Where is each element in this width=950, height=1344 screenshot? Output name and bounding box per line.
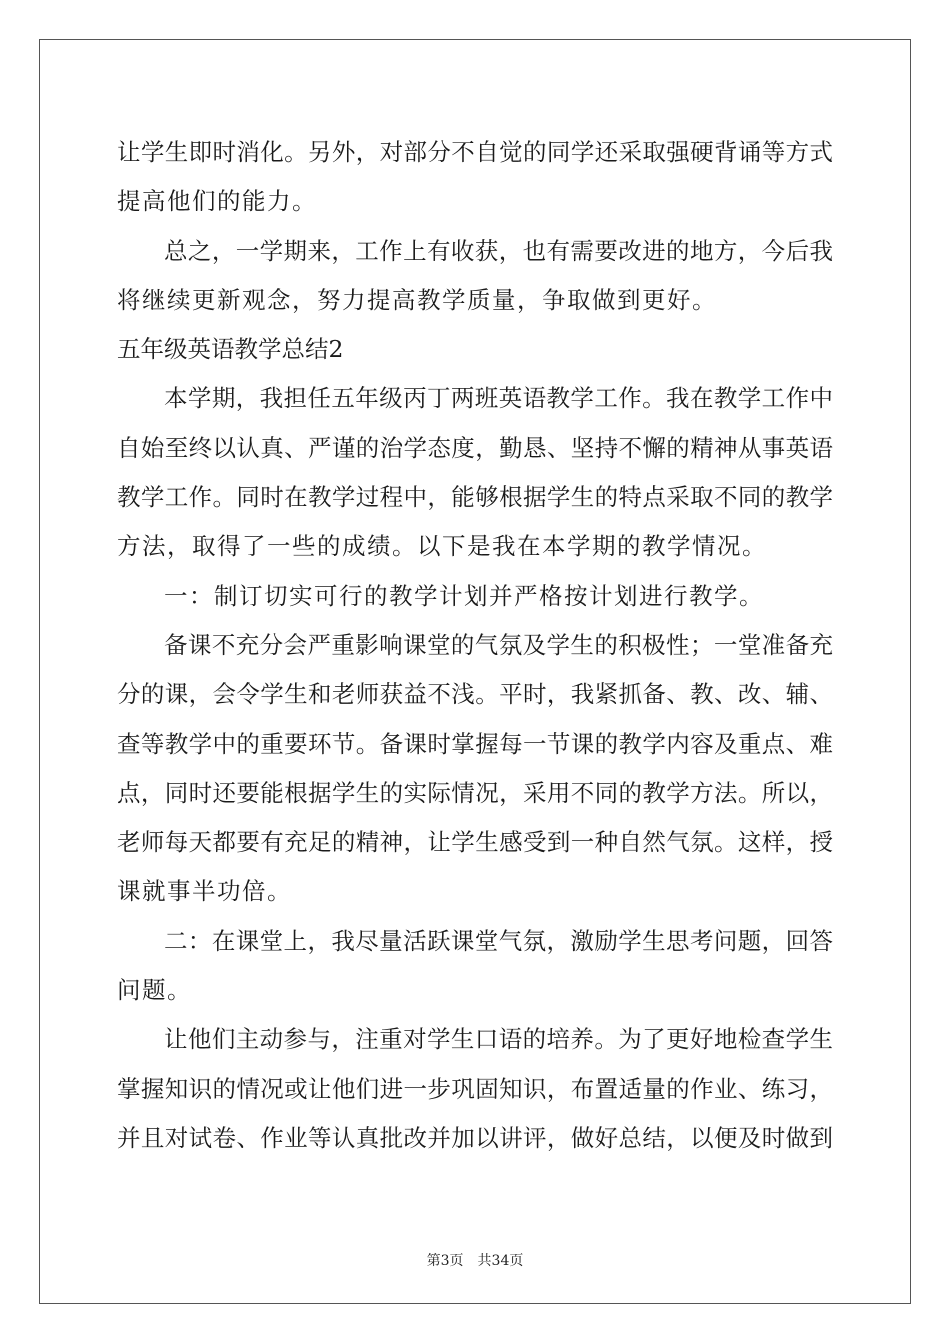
text-line: 并且对试卷、作业等认真批改并加以讲评，做好总结，以便及时做到: [117, 1123, 833, 1152]
text-line: 老师每天都要有充足的精神，让学生感受到一种自然气氛。这样，授: [117, 828, 833, 857]
text-line: 让他们主动参与，注重对学生口语的培养。为了更好地检查学生: [164, 1025, 833, 1054]
text-line: 二：在课堂上，我尽量活跃课堂气氛，激励学生思考问题，回答: [164, 926, 833, 955]
text-line: 查等教学中的重要环节。备课时掌握每一节课的教学内容及重点、难: [117, 729, 833, 758]
page-footer: [0, 1250, 950, 1270]
page-total: 共34页: [477, 1253, 524, 1269]
text-line: 点，同时还要能根据学生的实际情况，采用不同的教学方法。所以，: [117, 778, 833, 807]
text-line: 掌握知识的情况或让他们进一步巩固知识，布置适量的作业、练习，: [117, 1074, 833, 1103]
text-line: 备课不充分会严重影响课堂的气氛及学生的积极性；一堂准备充: [164, 630, 833, 659]
text-line: 本学期，我担任五年级丙丁两班英语教学工作。我在教学工作中: [164, 384, 833, 413]
text-line: 让学生即时消化。另外，对部分不自觉的同学还采取强硬背诵等方式: [117, 138, 833, 166]
text-line: 问题。: [117, 976, 192, 1005]
text-line: 自始至终以认真、严谨的治学态度，勤恳、坚持不懈的精神从事英语: [117, 433, 833, 462]
text-line: 一：制订切实可行的教学计划并严格按计划进行教学。: [164, 581, 764, 610]
text-line: 方法，取得了一些的成绩。以下是我在本学期的教学情况。: [117, 532, 767, 561]
text-line: 教学工作。同时在教学过程中，能够根据学生的特点采取不同的教学: [117, 483, 833, 512]
text-line: 课就事半功倍。: [117, 877, 292, 906]
page-number: 第3页: [426, 1253, 464, 1269]
text-line: 提高他们的能力。: [117, 187, 317, 216]
text-line: 将继续更新观念，努力提高教学质量，争取做到更好。: [117, 285, 717, 314]
section-title: 五年级英语教学总结2: [117, 335, 344, 364]
text-line: 总之，一学期来，工作上有收获，也有需要改进的地方，今后我: [164, 236, 833, 265]
document-body: [117, 128, 833, 1163]
text-line: 分的课，会令学生和老师获益不浅。平时，我紧抓备、教、改、辅、: [117, 680, 833, 709]
